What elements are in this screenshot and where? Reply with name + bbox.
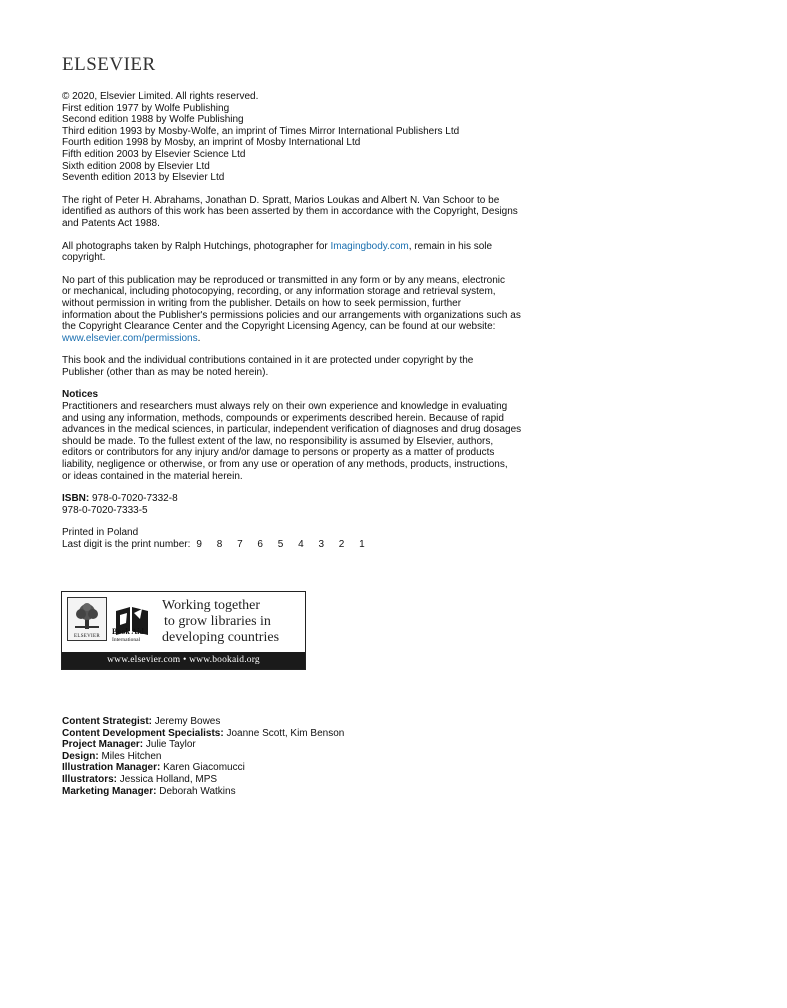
paragraph-line: The right of Peter H. Abrahams, Jonathan D. Spratt, Marios Loukas and Albert N. Van Schoor to be [62, 194, 500, 206]
photographs-suffix: , remain in his sole [408, 240, 493, 252]
credit-role: Illustration Manager: [62, 762, 161, 774]
isbn-block [62, 493, 532, 516]
credit-name: Julie Taylor [143, 739, 196, 751]
copyright-block [62, 91, 532, 184]
credit-row [62, 774, 344, 786]
bookaid-banner [61, 591, 306, 670]
edition-line: Fifth edition 2003 by Elsevier Science Ltd [62, 148, 246, 160]
edition-line: Second edition 1988 by Wolfe Publishing [62, 114, 244, 126]
book-aid-sub: International [112, 637, 141, 643]
tagline-line: developing countries [162, 630, 280, 645]
tagline-line: Working together [162, 598, 261, 613]
credit-role: Content Strategist: [62, 716, 152, 727]
paragraph-line: Practitioners and researchers must always rely on their own experience and knowledge in evaluating [62, 401, 508, 413]
notices-section [62, 389, 532, 482]
paragraph-line: liability, negligence or otherwise, or from any use or operation of any methods, products, instructions, [62, 459, 508, 471]
paragraph-line: identified as authors of this work has been asserted by them in accordance with the Copyright, Designs [62, 206, 518, 218]
credit-role: Illustrators: [62, 773, 118, 785]
paragraph-line: This book and the individual contributions contained in it are protected under copyright by the [62, 355, 474, 367]
edition-line: Seventh edition 2013 by Elsevier Ltd [62, 172, 225, 184]
permissions-link[interactable]: www.elsevier.com/permissions [62, 332, 198, 344]
isbn-second: 978-0-7020-7333-5 [62, 504, 148, 516]
credit-row [62, 739, 344, 751]
copyright-page [62, 54, 532, 562]
permissions-link-suffix: . [197, 332, 201, 344]
paragraph-line: and Patents Act 1988. [62, 217, 160, 229]
credit-name: Miles Hitchen [98, 750, 162, 762]
photographs-paragraph [62, 241, 532, 264]
credit-name: Deborah Watkins [156, 785, 236, 797]
tree-icon [72, 602, 102, 630]
elsevier-tree-logo [67, 597, 107, 641]
credit-row [62, 728, 344, 740]
paragraph-line: or mechanical, including photocopying, recording, or any information storage and retrieval system, [62, 286, 496, 298]
credit-role: Design: [62, 750, 99, 762]
print-number-digits: 9 8 7 6 5 4 3 2 1 [196, 539, 371, 550]
paragraph-line [62, 333, 532, 345]
credit-role: Content Development Specialists: [62, 727, 224, 739]
protection-paragraph [62, 355, 532, 378]
bookaid-tagline [162, 598, 279, 646]
book-aid-name: Book Aid [112, 627, 144, 636]
edition-line: Third edition 1993 by Mosby-Wolfe, an imprint of Times Mirror International Publishers Ltd [62, 125, 460, 137]
paragraph-line: No part of this publication may be reproduced or transmitted in any form or by any means, electronic [62, 274, 505, 286]
paragraph-line: should be made. To the fullest extent of the law, no responsibility is assumed by Elsevier, authors, [62, 435, 494, 447]
paragraph-line [62, 241, 532, 253]
paragraph-line: information about the Publisher's permissions policies and our arrangements with organizations such as [62, 309, 521, 321]
print-number-line [62, 539, 532, 551]
credit-row [62, 716, 344, 728]
imagingbody-link[interactable]: Imagingbody.com [330, 240, 409, 252]
print-number-label: Last digit is the print number: [62, 539, 191, 550]
paragraph-line: the Copyright Clearance Center and the Copyright Licensing Agency, can be found at our website: [62, 321, 496, 333]
edition-line: Fourth edition 1998 by Mosby, an imprint of Mosby International Ltd [62, 137, 361, 149]
authors-right-paragraph [62, 195, 532, 230]
tagline-line: to grow libraries in [164, 614, 271, 629]
credit-role: Marketing Manager: [62, 785, 157, 797]
credit-row [62, 762, 344, 774]
credit-row [62, 751, 344, 763]
paragraph-line: or ideas contained in the material herein. [62, 470, 243, 482]
edition-line: First edition 1977 by Wolfe Publishing [62, 102, 230, 114]
isbn-label: ISBN: [62, 493, 90, 505]
paragraph-line: advances in the medical sciences, in particular, independent verification of diagnoses and drug dosages [62, 424, 522, 436]
credit-row [62, 786, 344, 798]
publisher-logo: ELSEVIER [62, 54, 156, 75]
credit-name: Jessica Holland, MPS [117, 773, 218, 785]
edition-line: Sixth edition 2008 by Elsevier Ltd [62, 160, 210, 172]
paragraph-line: copyright. [62, 252, 106, 264]
printing-block [62, 527, 532, 550]
permissions-paragraph [62, 275, 532, 345]
credit-name: Joanne Scott, Kim Benson [223, 727, 345, 739]
bookaid-banner-top [62, 592, 305, 652]
elsevier-mark-text: ELSEVIER [73, 634, 100, 639]
credit-name: Karen Giacomucci [160, 762, 245, 774]
photographs-prefix: All photographs taken by Ralph Hutchings, photographer for [62, 240, 331, 252]
paragraph-line: and using any information, methods, compounds or experiments described herein. Because of rapid [62, 412, 504, 424]
credit-name: Jeremy Bowes [152, 716, 221, 727]
paragraph-line: editors or contributors for any injury and/or damage to persons or property as a matter of products [62, 447, 495, 459]
isbn-first: 978-0-7020-7332-8 [89, 493, 178, 505]
copyright-line: © 2020, Elsevier Limited. All rights reserved. [62, 91, 259, 102]
printed-in: Printed in Poland [62, 527, 139, 539]
paragraph-line: without permission in writing from the publisher. Details on how to seek permission, further [62, 297, 462, 309]
isbn-line [62, 493, 532, 505]
notices-heading: Notices [62, 389, 99, 401]
credits-list [62, 716, 344, 797]
paragraph-line: Publisher (other than as may be noted herein). [62, 366, 269, 378]
credit-role: Project Manager: [62, 739, 144, 751]
bookaid-footer[interactable]: www.elsevier.com • www.bookaid.org [62, 652, 305, 669]
